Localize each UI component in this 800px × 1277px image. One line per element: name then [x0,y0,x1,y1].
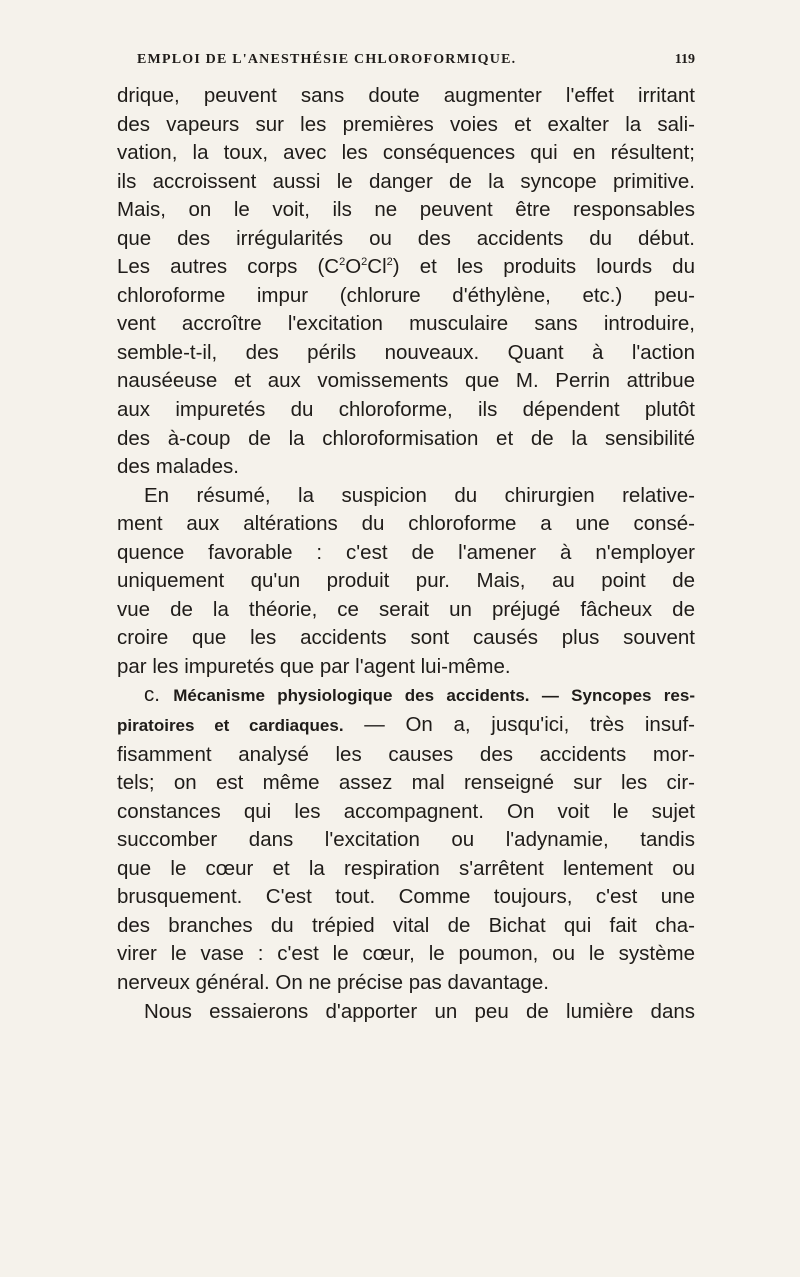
text-line: aux impuretés du chloroforme, ils dépendent plutôt [117,398,695,422]
formula-cl: Cl [367,255,387,279]
text-line: vent accroître l'excitation musculaire sans introduire, [117,312,695,336]
text-line: vue de la théorie, ce serait un préjugé fâcheux de [117,597,695,621]
text-line: brusquement. C'est tout. Comme toujours, c'est une [117,885,695,909]
formula-sub: 2 [386,256,393,269]
text-line: chloroforme impur (chlorure d'éthylène, etc.) peu- [117,283,695,307]
text-line: drique, peuvent sans doute augmenter l'effet irritant [117,84,695,107]
text-line: des vapeurs sur les premières voies et exalter la sali- [117,112,695,136]
text-line: des malades. [117,455,239,479]
formula-before: Les autres corps (C [117,255,340,279]
text-line: ils accroissent aussi le danger de la syncope primitive. [117,169,695,193]
formula-sub: 2 [361,256,368,269]
formula-after: ) et les produits lourds du [392,255,695,279]
text-line: que des irrégularités ou des accidents du début. [117,226,695,250]
text-line: fisamment analysé les causes des accidents mor- [117,742,695,766]
section-title-cont: piratoires et cardiaques. [117,716,344,736]
text-line: que le cœur et la respiration s'arrêtent lentement ou [117,856,695,880]
text-line: vation, la toux, avec les conséquences qui en résultent; [117,141,695,165]
text-line: virer le vase : c'est le cœur, le poumon, ou le système [117,942,695,966]
text-line: constances qui les accompagnent. On voit le sujet [117,799,695,823]
text-line: succomber dans l'excitation ou l'adynamie, tandis [117,828,695,852]
page-header [117,52,695,68]
formula-sub: 2 [339,256,346,269]
text-line: Mais, on le voit, ils ne peuvent être responsables [117,198,695,222]
text-line: nerveux général. On ne précise pas davantage. [117,970,549,994]
section-heading-line [117,681,695,711]
text-line: nauséeuse et aux vomissements que M. Perrin attribue [117,369,695,393]
section-title: Mécanisme physiologique des accidents. — Syncopes res- [173,686,695,706]
formula-line [117,253,695,282]
text-line: Nous essaierons d'apporter un peu de lumière dans [144,999,695,1023]
book-page [117,52,695,1026]
text-line: des à-coup de la chloroformisation et de la sensibilité [117,426,695,450]
formula-o: O [345,255,362,279]
text-line: par les impuretés que par l'agent lui-même. [117,654,511,678]
section-heading-line [117,711,695,741]
section-number: c. [144,683,160,707]
text-line: quence favorable : c'est de l'amener à n'employer [117,540,695,564]
running-title: EMPLOI DE L'ANESTHÉSIE CHLOROFORMIQUE. [137,52,517,67]
text-line: ment aux altérations du chloroforme a une consé- [117,512,695,536]
text-line: croire que les accidents sont causés plus souvent [117,626,695,650]
text-line: des branches du trépied vital de Bichat qui fait cha- [117,913,695,937]
text-line: En résumé, la suspicion du chirurgien relative- [144,483,695,507]
body-text [117,82,695,1026]
text-line: semble-t-il, des périls nouveaux. Quant à l'action [117,340,695,364]
text-line: tels; on est même assez mal renseigné sur les cir- [117,771,695,795]
page-number: 119 [674,52,695,67]
text-span: — On a, jusqu'ici, très insuf- [343,713,695,737]
text-line: uniquement qu'un produit pur. Mais, au point de [117,569,695,593]
